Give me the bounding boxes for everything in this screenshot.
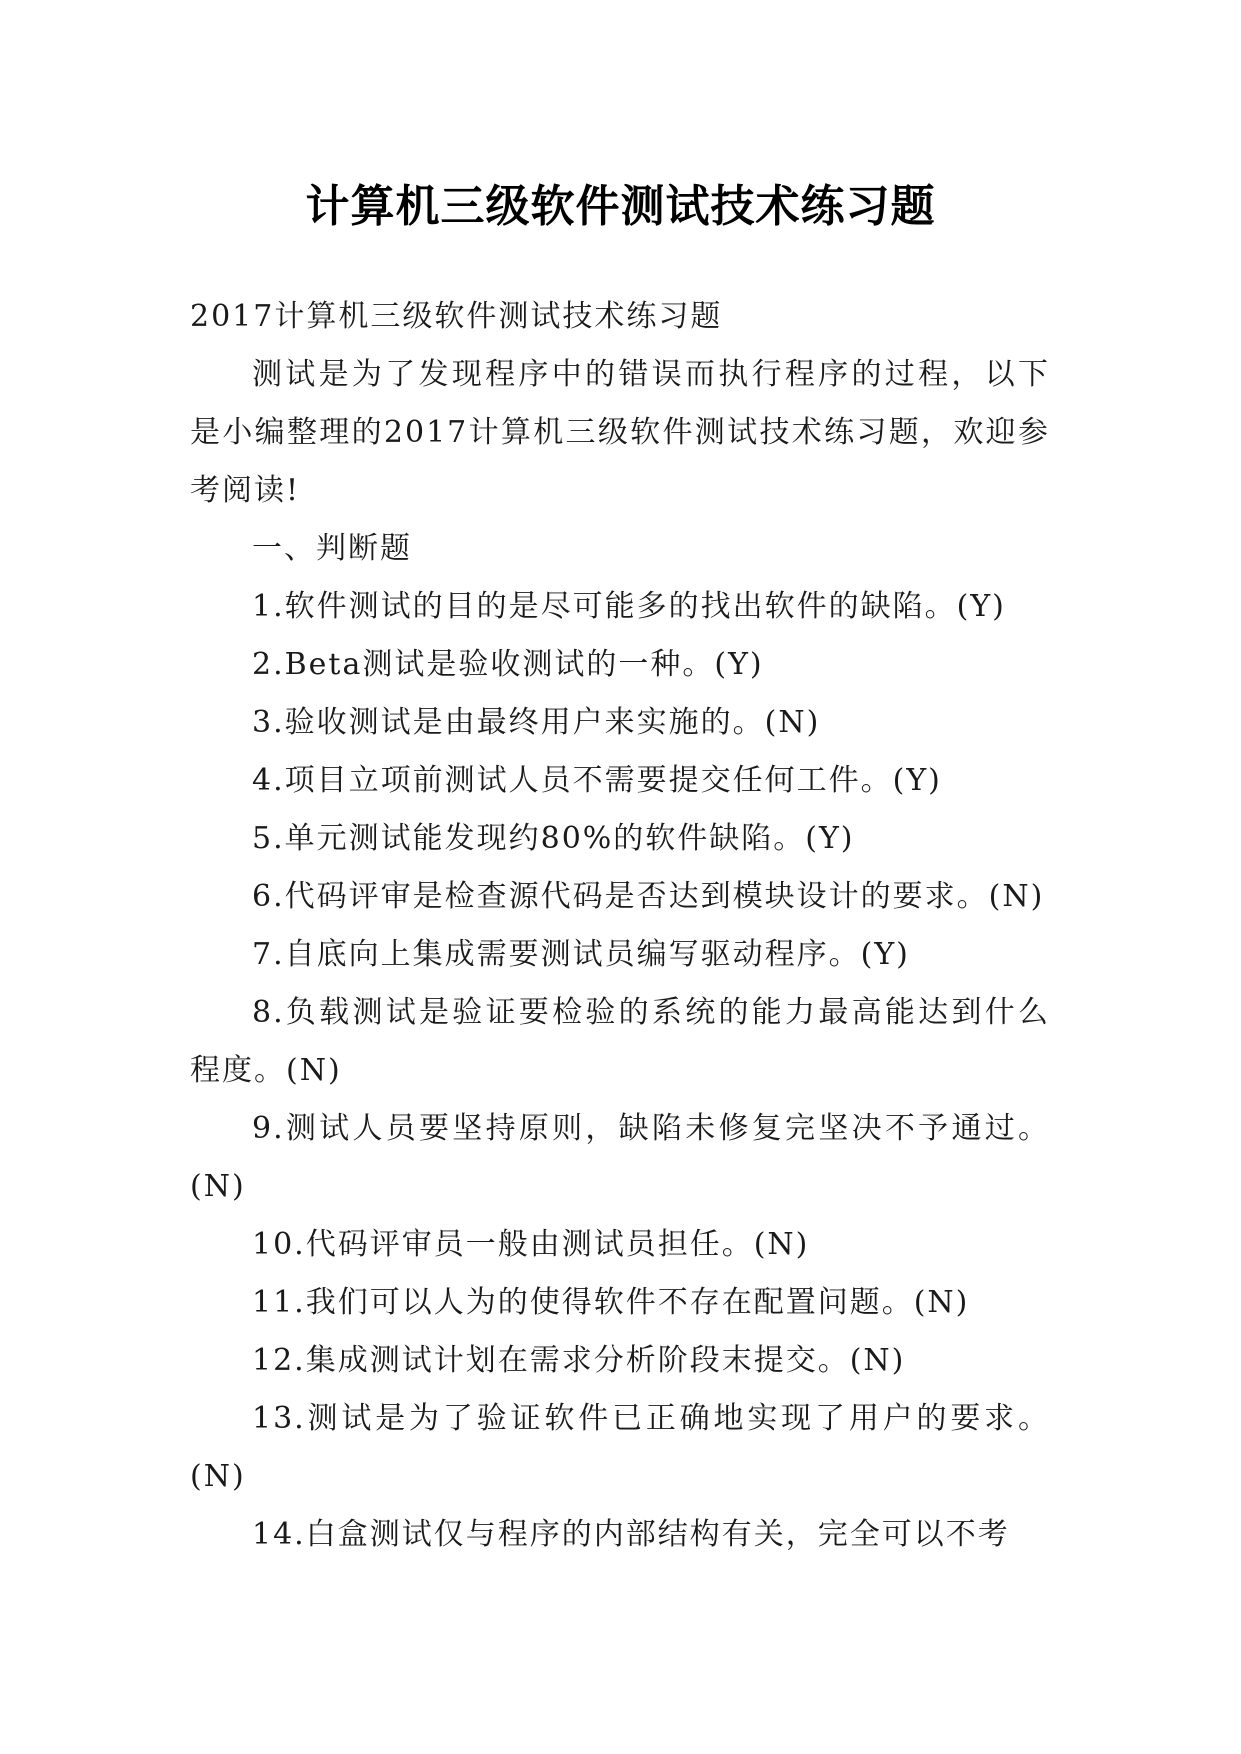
question-item: 3.验收测试是由最终用户来实施的。(N) (252, 705, 821, 740)
question-item: 12.集成测试计划在需求分析阶段末提交。(N) (252, 1343, 906, 1378)
question-item: 13.测试是为了验证软件已正确地实现了用户的要求。(N) (190, 1401, 1050, 1494)
question-item: 9.测试人员要坚持原则，缺陷未修复完坚决不予通过。(N) (190, 1111, 1050, 1204)
question-item: 7.自底向上集成需要测试员编写驱动程序。(Y) (252, 937, 910, 972)
question-item: 4.项目立项前测试人员不需要提交任何工件。(Y) (252, 763, 942, 798)
question-item: 2.Beta测试是验收测试的一种。(Y) (252, 647, 764, 682)
question-item: 6.代码评审是检查源代码是否达到模块设计的要求。(N) (252, 879, 1045, 914)
document-title: 计算机三级软件测试技术练习题 (305, 181, 936, 233)
paragraph-intro: 测试是为了发现程序中的错误而执行程序的过程，以下是小编整理的2017计算机三级软件测试技术练习题，欢迎参考阅读! (190, 357, 1050, 508)
document-body (190, 288, 1050, 1564)
question-item: 10.代码评审员一般由测试员担任。(N) (252, 1227, 810, 1262)
question-item: 8.负载测试是验证要检验的系统的能力最高能达到什么程度。(N) (190, 995, 1050, 1088)
question-item: 1.软件测试的目的是尽可能多的找出软件的缺陷。(Y) (252, 589, 1006, 624)
question-item: 11.我们可以人为的使得软件不存在配置问题。(N) (252, 1285, 970, 1320)
section-heading-judgment: 一、判断题 (252, 531, 412, 566)
question-item: 14.白盒测试仅与程序的内部结构有关，完全可以不考 (252, 1517, 1010, 1552)
paragraph-subtitle: 2017计算机三级软件测试技术练习题 (190, 299, 723, 334)
question-item: 5.单元测试能发现约80%的软件缺陷。(Y) (252, 821, 855, 856)
